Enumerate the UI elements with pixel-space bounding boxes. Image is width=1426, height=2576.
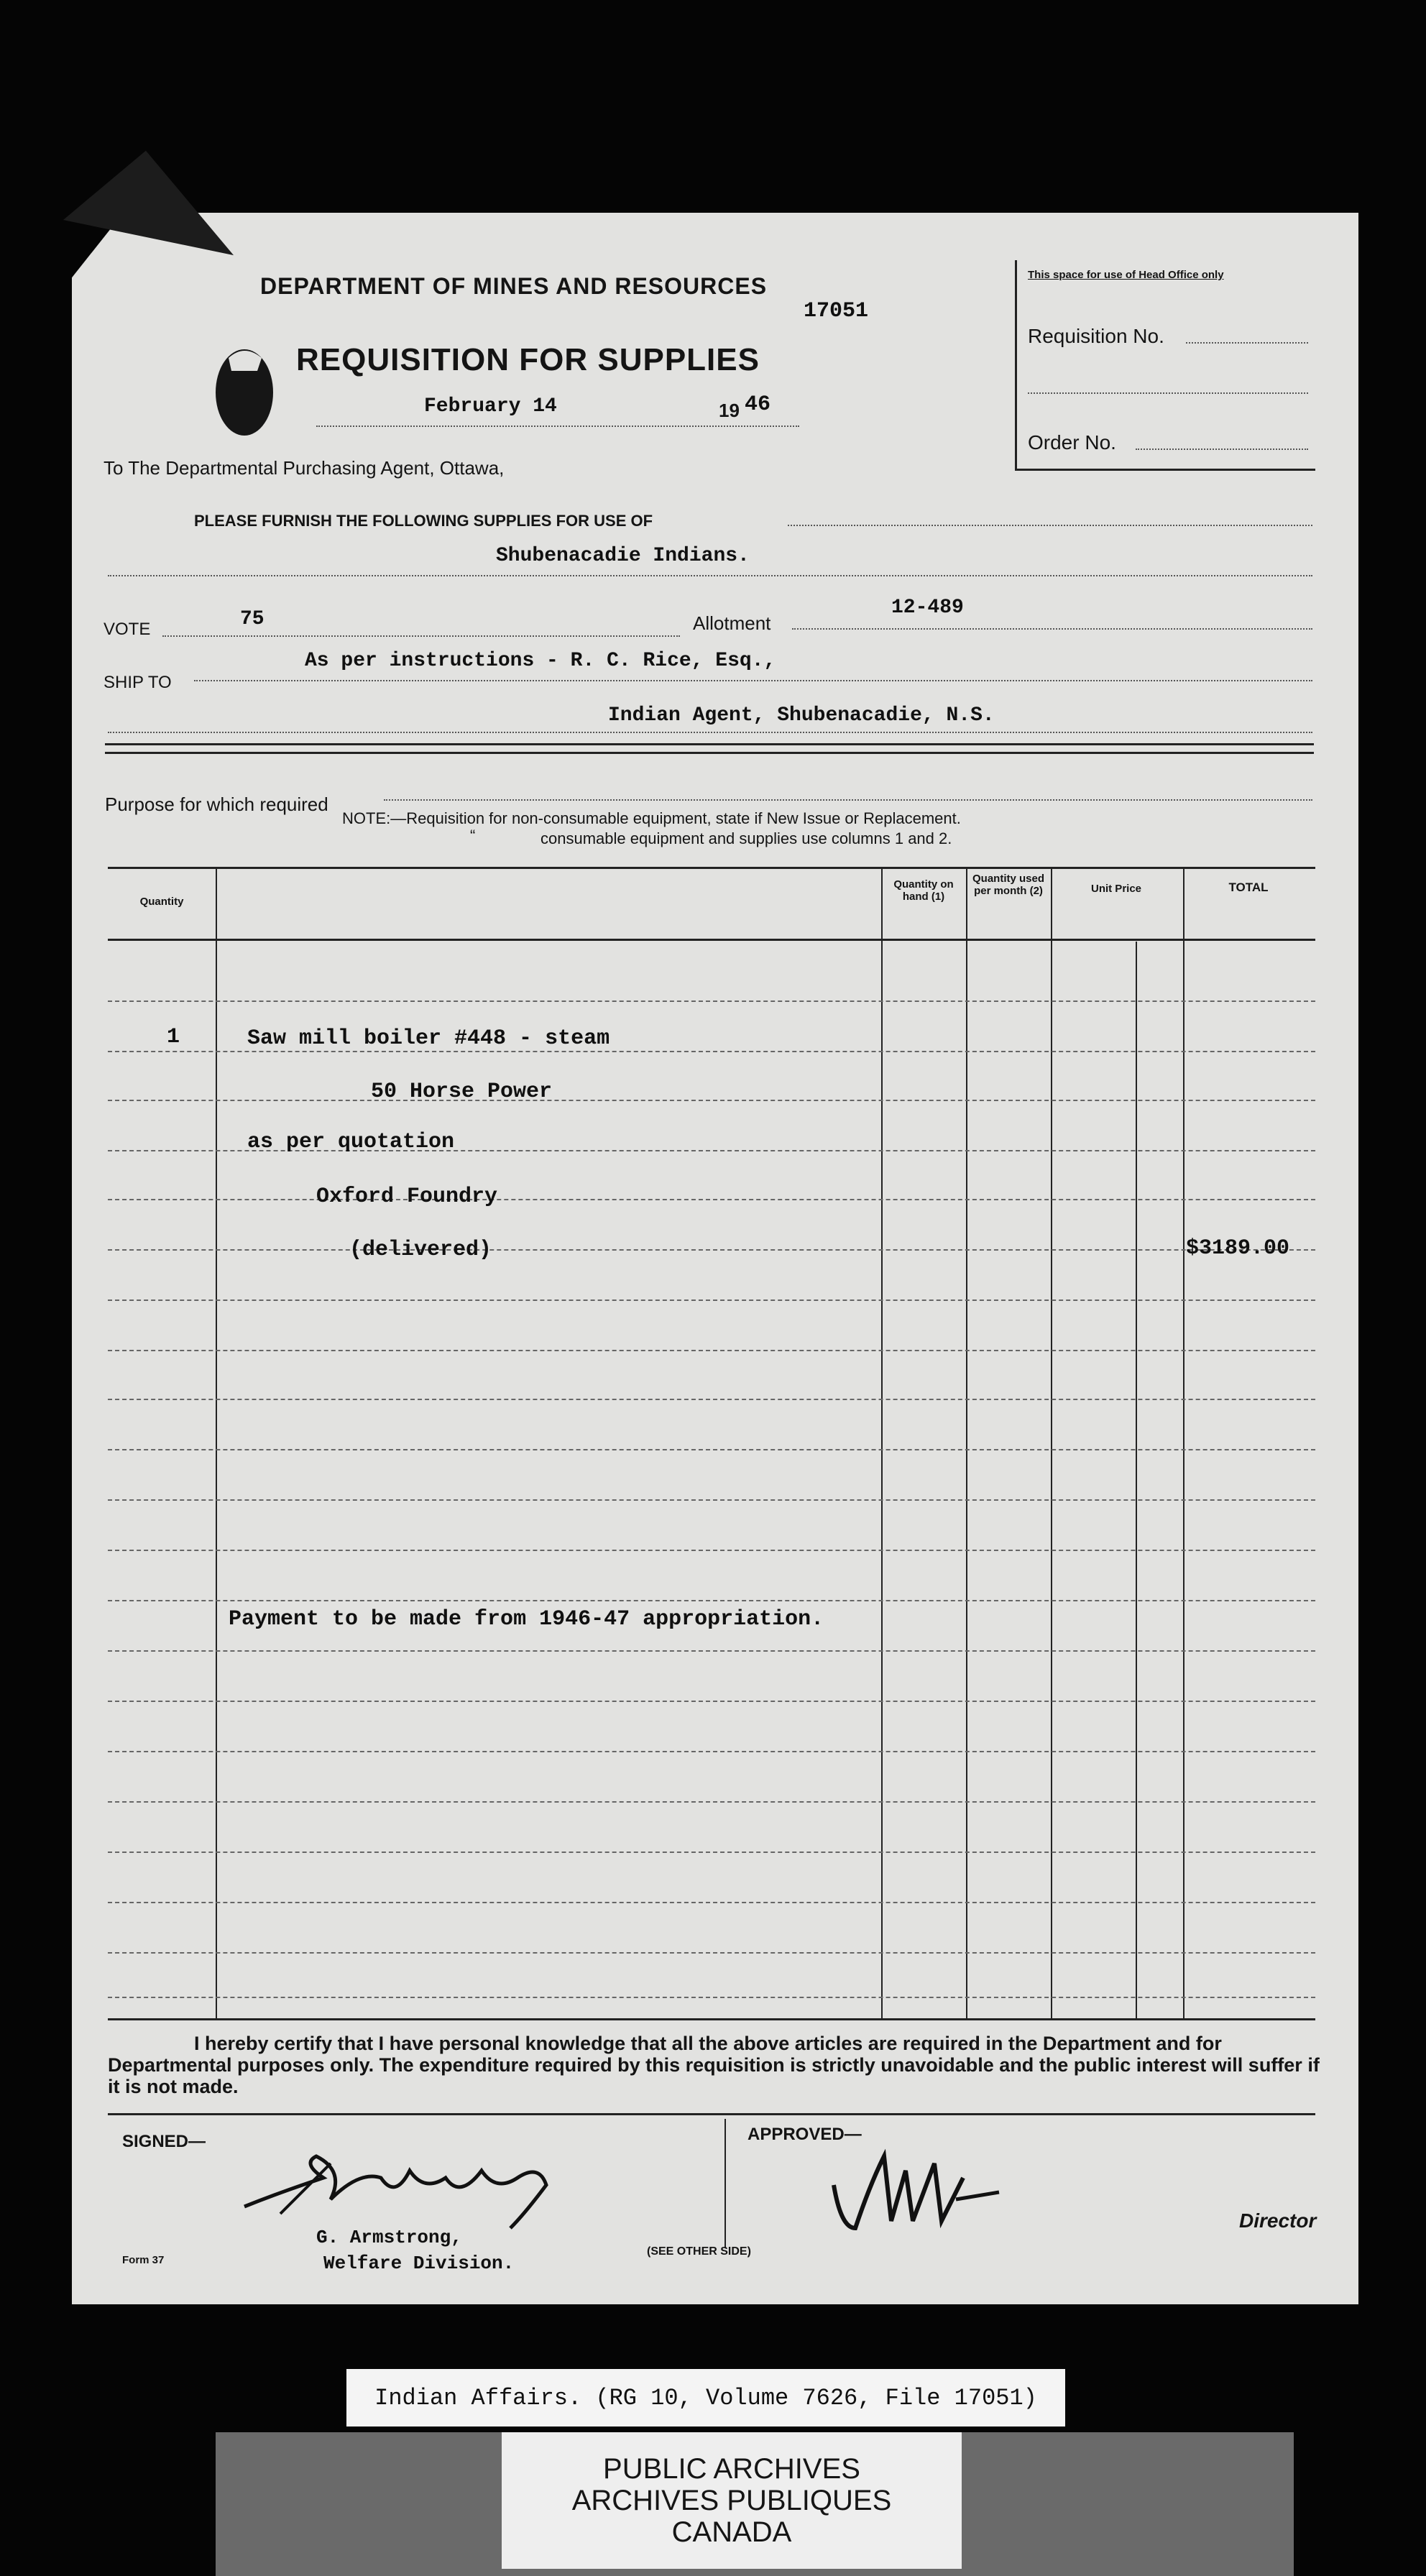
row-line [108,1051,1315,1052]
row-line [108,1550,1315,1551]
date-month-day: February 14 [424,395,557,418]
col-header-quantity: Quantity [139,896,184,908]
requisition-no-label: Requisition No. [1028,325,1164,347]
department-heading: DEPARTMENT OF MINES AND RESOURCES [260,273,768,299]
row-line [108,1997,1315,1998]
item-line-4: Oxford Foundry [316,1184,498,1209]
use-of-line [108,575,1312,576]
section-rule-2 [105,752,1314,754]
item-line-5: (delivered) [349,1238,492,1262]
col-divider-used [1051,867,1052,2020]
row-line [108,1952,1315,1954]
head-office-caption: This space for use of Head Office only [1028,269,1224,281]
form-number: Form 37 [122,2254,165,2266]
archive-stamp [502,2432,962,2569]
ship-to-dotted-1 [194,680,1312,681]
ship-to-dotted-2 [108,732,1312,733]
row-line [108,1300,1315,1301]
row-line [108,1199,1315,1200]
for-use-of: Shubenacadie Indians. [496,545,750,567]
signature-armstrong [237,2149,568,2235]
row-line [108,1751,1315,1752]
archive-stamp-line-3: CANADA [671,2516,792,2548]
row-line [108,1100,1315,1101]
signatory-division: Welfare Division. [323,2253,515,2274]
form-title: REQUISITION FOR SUPPLIES [296,342,760,377]
table-header-rule [108,939,1315,941]
item-line-3: as per quotation [247,1130,455,1154]
item-total: $3189.00 [1186,1236,1290,1261]
date-line [316,426,799,427]
row-line [108,1000,1315,1002]
vote-value: 75 [240,608,264,630]
row-line [108,1449,1315,1450]
col-header-used: Quantity used per month (2) [972,873,1044,897]
vote-line [162,635,680,637]
col-header-unit-price: Unit Price [1090,883,1142,895]
signature-rule [108,2113,1315,2115]
payment-note: Payment to be made from 1946-47 appropriation. [229,1607,824,1632]
ship-to-line1: As per instructions - R. C. Rice, Esq., [305,650,776,672]
allotment-value: 12-489 [891,597,964,619]
row-line [108,1249,1315,1251]
row-line [108,1852,1315,1853]
note-line-2: consumable equipment and supplies use columns 1 and 2. [540,829,952,847]
row-line [108,1701,1315,1702]
signed-label: SIGNED— [122,2132,206,2151]
row-line [108,1650,1315,1652]
allotment-label: Allotment [693,612,771,634]
head-office-line [1028,392,1308,394]
allotment-line [792,628,1312,630]
department-crest-icon [207,336,279,444]
order-no-line [1136,448,1308,450]
vote-label: VOTE [104,620,151,639]
order-no-label: Order No. [1028,431,1116,454]
row-line [108,1350,1315,1351]
ship-to-label: SHIP TO [104,673,172,692]
requisition-no-line [1186,342,1308,344]
addressee: To The Departmental Purchasing Agent, Ottawa, [104,457,505,479]
date-year-prefix: 19 [719,400,740,421]
col-divider-on-hand [966,867,967,2020]
row-quantity: 1 [167,1025,180,1049]
col-divider-quantity [216,867,217,2020]
signatory-name: G. Armstrong, [316,2227,462,2248]
row-line [108,1801,1315,1803]
director-label: Director [1239,2209,1317,2232]
approved-label: APPROVED— [748,2125,862,2144]
purpose-label: Purpose for which required [105,794,328,815]
signature-divider [724,2119,726,2248]
see-other-side: (SEE OTHER SIDE) [647,2245,751,2258]
archive-stamp-line-1: PUBLIC ARCHIVES [603,2453,860,2485]
item-line-1: Saw mill boiler #448 - steam [247,1026,610,1051]
item-line-2: 50 Horse Power [371,1080,553,1104]
col-divider-unit-price [1183,867,1184,2020]
furnish-line [788,525,1312,526]
archive-caption: Indian Affairs. (RG 10, Volume 7626, File 17051) [346,2369,1065,2426]
row-line [108,1902,1315,1903]
section-rule-1 [105,743,1314,745]
date-year-suffix: 46 [745,392,771,417]
row-line [108,1399,1315,1400]
note-line-1: NOTE:—Requisition for non-consumable equipment, state if New Issue or Replacement. [342,809,961,827]
certification-text: I hereby certify that I have personal knowledge that all the above articles are required in the Department and for Departmental purposes only. The expenditure required by this requisition is strictly unavoidable and the public interest will suffer if it is not made. [108,2033,1320,2097]
purpose-line [384,799,1312,801]
signature-approver [827,2142,1013,2242]
row-line [108,1499,1315,1501]
col-header-on-hand: Quantity on hand (1) [893,878,954,903]
file-number: 17051 [804,299,869,323]
col-header-total: TOTAL [1228,880,1269,894]
note-ditto: “ [470,827,476,845]
archive-stamp-line-2: ARCHIVES PUBLIQUES [571,2485,892,2516]
col-divider-unit-price-cents [1136,942,1137,2020]
ship-to-line2: Indian Agent, Shubenacadie, N.S. [608,704,995,727]
furnish-label: PLEASE FURNISH THE FOLLOWING SUPPLIES FOR USE OF [194,512,653,530]
table-top-rule [108,867,1315,869]
table-bottom-rule [108,2018,1315,2020]
row-line [108,1600,1315,1601]
col-divider-description [881,867,883,2020]
